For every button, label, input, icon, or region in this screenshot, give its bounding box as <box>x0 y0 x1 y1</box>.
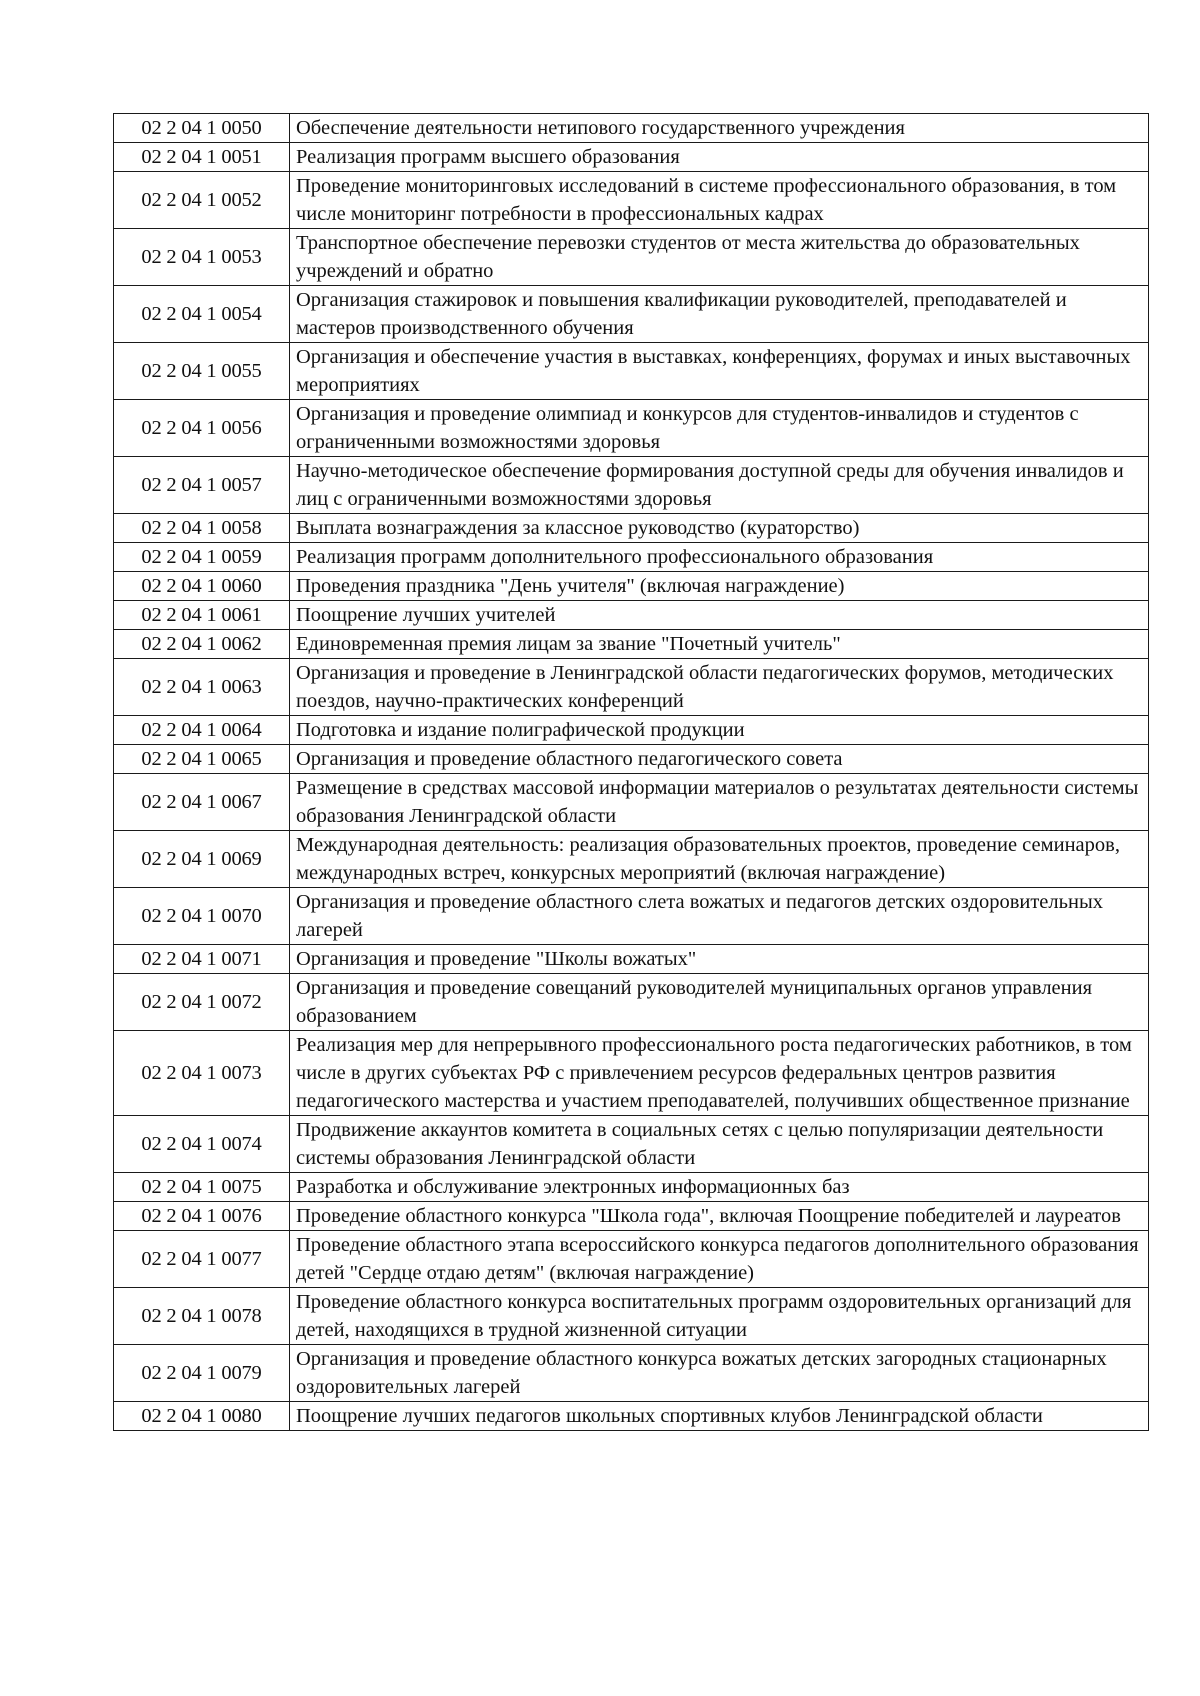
table-row <box>114 400 1149 457</box>
code-cell: 02 2 04 1 0070 <box>114 888 290 945</box>
table-row <box>114 1231 1149 1288</box>
code-cell: 02 2 04 1 0073 <box>114 1031 290 1116</box>
table-row <box>114 172 1149 229</box>
table-row <box>114 286 1149 343</box>
description-cell: Реализация программ дополнительного профессионального образования <box>290 543 1149 572</box>
description-cell: Проведение областного этапа всероссийского конкурса педагогов дополнительного образования детей "Сердце отдаю детям" (включая награждение) <box>290 1231 1149 1288</box>
code-cell: 02 2 04 1 0080 <box>114 1402 290 1431</box>
code-cell: 02 2 04 1 0062 <box>114 630 290 659</box>
description-cell: Организация стажировок и повышения квалификации руководителей, преподавателей и мастеров производственного обучения <box>290 286 1149 343</box>
description-cell: Организация и проведение областного конкурса вожатых детских загородных стационарных оздоровительных лагерей <box>290 1345 1149 1402</box>
table-row <box>114 114 1149 143</box>
description-cell: Поощрение лучших педагогов школьных спортивных клубов Ленинградской области <box>290 1402 1149 1431</box>
code-cell: 02 2 04 1 0078 <box>114 1288 290 1345</box>
table-row <box>114 343 1149 400</box>
table-row <box>114 745 1149 774</box>
description-cell: Организация и проведение областного слета вожатых и педагогов детских оздоровительных лагерей <box>290 888 1149 945</box>
description-cell: Транспортное обеспечение перевозки студентов от места жительства до образовательных учреждений и обратно <box>290 229 1149 286</box>
description-cell: Подготовка и издание полиграфической продукции <box>290 716 1149 745</box>
code-cell: 02 2 04 1 0063 <box>114 659 290 716</box>
description-cell: Проведение областного конкурса воспитательных программ оздоровительных организаций для детей, находящихся в трудной жизненной ситуации <box>290 1288 1149 1345</box>
description-cell: Международная деятельность: реализация образовательных проектов, проведение семинаров, международных встреч, конкурсных мероприятий (включая награждение) <box>290 831 1149 888</box>
code-cell: 02 2 04 1 0050 <box>114 114 290 143</box>
description-cell: Единовременная премия лицам за звание "Почетный учитель" <box>290 630 1149 659</box>
description-cell: Проведение областного конкурса "Школа года", включая Поощрение победителей и лауреатов <box>290 1202 1149 1231</box>
code-cell: 02 2 04 1 0060 <box>114 572 290 601</box>
description-cell: Организация и проведение областного педагогического совета <box>290 745 1149 774</box>
table-body <box>114 114 1149 1431</box>
table-row <box>114 457 1149 514</box>
description-cell: Обеспечение деятельности нетипового государственного учреждения <box>290 114 1149 143</box>
code-cell: 02 2 04 1 0065 <box>114 745 290 774</box>
table-row <box>114 1402 1149 1431</box>
description-cell: Научно-методическое обеспечение формирования доступной среды для обучения инвалидов и лиц с ограниченными возможностями здоровья <box>290 457 1149 514</box>
table-row <box>114 1202 1149 1231</box>
code-cell: 02 2 04 1 0057 <box>114 457 290 514</box>
code-cell: 02 2 04 1 0072 <box>114 974 290 1031</box>
table-row <box>114 1031 1149 1116</box>
table-row <box>114 1173 1149 1202</box>
table-row <box>114 888 1149 945</box>
code-cell: 02 2 04 1 0069 <box>114 831 290 888</box>
description-cell: Реализация мер для непрерывного профессионального роста педагогических работников, в том числе в других субъектах РФ с привлечением ресурсов федеральных центров развития педагогического мастерства и участием преподавателей, получивших общественное признание <box>290 1031 1149 1116</box>
code-cell: 02 2 04 1 0052 <box>114 172 290 229</box>
code-cell: 02 2 04 1 0059 <box>114 543 290 572</box>
code-cell: 02 2 04 1 0067 <box>114 774 290 831</box>
table-row <box>114 974 1149 1031</box>
table-row <box>114 945 1149 974</box>
table-row <box>114 1345 1149 1402</box>
table-row <box>114 831 1149 888</box>
description-cell: Проведение мониторинговых исследований в системе профессионального образования, в том числе мониторинг потребности в профессиональных кадрах <box>290 172 1149 229</box>
code-cell: 02 2 04 1 0058 <box>114 514 290 543</box>
budget-code-table <box>113 113 1149 1431</box>
table-row <box>114 514 1149 543</box>
code-cell: 02 2 04 1 0064 <box>114 716 290 745</box>
code-cell: 02 2 04 1 0075 <box>114 1173 290 1202</box>
description-cell: Выплата вознаграждения за классное руководство (кураторство) <box>290 514 1149 543</box>
table-row <box>114 659 1149 716</box>
description-cell: Организация и проведение совещаний руководителей муниципальных органов управления образованием <box>290 974 1149 1031</box>
table-row <box>114 630 1149 659</box>
table-row <box>114 1116 1149 1173</box>
code-cell: 02 2 04 1 0055 <box>114 343 290 400</box>
description-cell: Реализация программ высшего образования <box>290 143 1149 172</box>
code-cell: 02 2 04 1 0076 <box>114 1202 290 1231</box>
table-row <box>114 601 1149 630</box>
description-cell: Организация и проведение олимпиад и конкурсов для студентов-инвалидов и студентов с ограниченными возможностями здоровья <box>290 400 1149 457</box>
code-cell: 02 2 04 1 0071 <box>114 945 290 974</box>
code-cell: 02 2 04 1 0056 <box>114 400 290 457</box>
code-cell: 02 2 04 1 0077 <box>114 1231 290 1288</box>
table-row <box>114 774 1149 831</box>
table-row <box>114 543 1149 572</box>
table-row <box>114 1288 1149 1345</box>
description-cell: Размещение в средствах массовой информации материалов о результатах деятельности системы образования Ленинградской области <box>290 774 1149 831</box>
code-cell: 02 2 04 1 0074 <box>114 1116 290 1173</box>
table-row <box>114 716 1149 745</box>
code-cell: 02 2 04 1 0079 <box>114 1345 290 1402</box>
code-cell: 02 2 04 1 0061 <box>114 601 290 630</box>
table-row <box>114 229 1149 286</box>
description-cell: Организация и обеспечение участия в выставках, конференциях, форумах и иных выставочных мероприятиях <box>290 343 1149 400</box>
description-cell: Поощрение лучших учителей <box>290 601 1149 630</box>
description-cell: Проведения праздника "День учителя" (включая награждение) <box>290 572 1149 601</box>
description-cell: Организация и проведение в Ленинградской области педагогических форумов, методических поездов, научно-практических конференций <box>290 659 1149 716</box>
description-cell: Разработка и обслуживание электронных информационных баз <box>290 1173 1149 1202</box>
code-cell: 02 2 04 1 0053 <box>114 229 290 286</box>
description-cell: Продвижение аккаунтов комитета в социальных сетях с целью популяризации деятельности системы образования Ленинградской области <box>290 1116 1149 1173</box>
description-cell: Организация и проведение "Школы вожатых" <box>290 945 1149 974</box>
table-row <box>114 143 1149 172</box>
code-cell: 02 2 04 1 0054 <box>114 286 290 343</box>
code-cell: 02 2 04 1 0051 <box>114 143 290 172</box>
table-row <box>114 572 1149 601</box>
